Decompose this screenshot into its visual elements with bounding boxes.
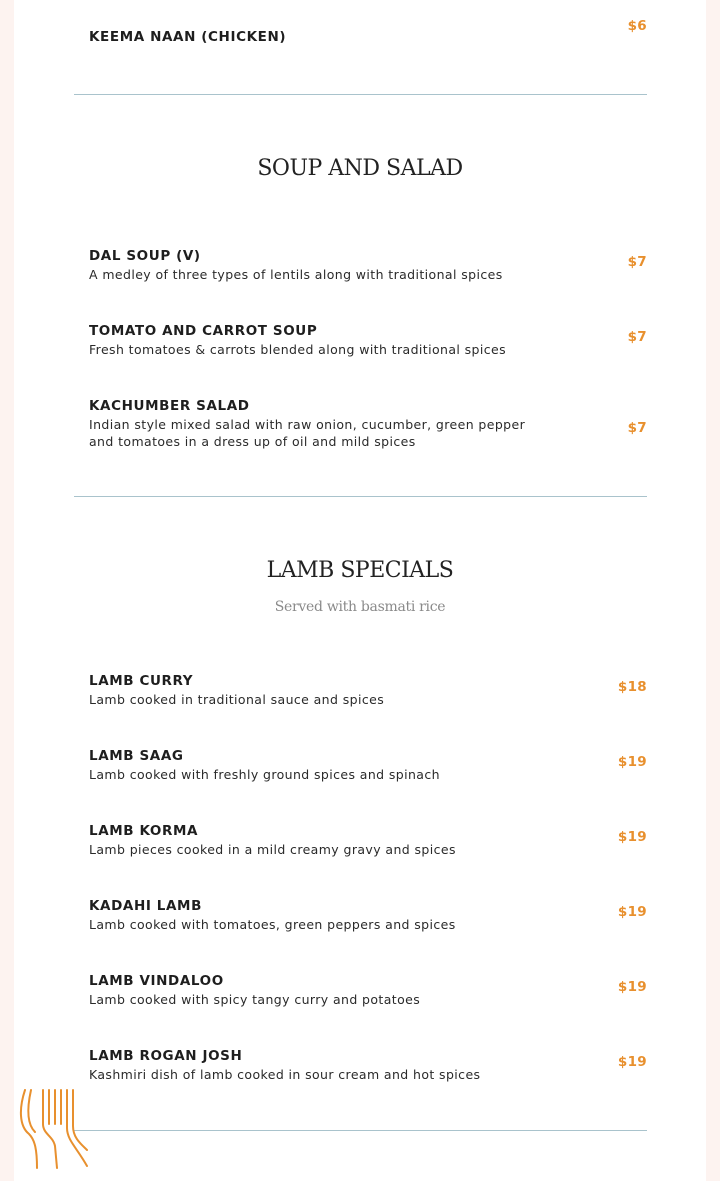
item-description: Lamb cooked with spicy tangy curry and potatoes [89, 992, 421, 1007]
item-price: $6 [627, 18, 647, 34]
menu-page [14, 0, 706, 1181]
item-price: $19 [617, 904, 647, 920]
menu-item-lamb-curry [89, 672, 647, 708]
item-name: LAMB VINDALOO [89, 973, 224, 989]
item-name: TOMATO AND CARROT SOUP [89, 323, 318, 339]
item-name: KEEMA NAAN (CHICKEN) [89, 29, 287, 45]
item-name: LAMB KORMA [89, 823, 199, 839]
item-price: $19 [617, 829, 647, 845]
item-price: $7 [627, 254, 647, 270]
item-price: $19 [617, 1054, 647, 1070]
section-divider [74, 496, 647, 497]
section-divider [74, 1130, 647, 1131]
menu-item-lamb-saag [89, 747, 647, 783]
menu-item-lamb-rogan-josh [89, 1047, 647, 1083]
menu-item-tomato-carrot-soup [89, 322, 647, 358]
item-description: Fresh tomatoes & carrots blended along with traditional spices [89, 342, 507, 357]
section-subtitle: Served with basmati rice [274, 599, 446, 615]
item-description: Indian style mixed salad with raw onion, cucumber, green pepper and tomatoes in a dress up of oil and mild spices [89, 417, 526, 449]
item-description: Lamb cooked with freshly ground spices and spinach [89, 767, 440, 782]
menu-item-kadahi-lamb [89, 897, 647, 933]
item-price: $19 [617, 979, 647, 995]
section-title-lamb-specials: LAMB SPECIALS [266, 558, 454, 583]
item-price: $18 [617, 679, 647, 695]
section-divider [74, 94, 647, 95]
item-name: KACHUMBER SALAD [89, 398, 250, 414]
item-description: Lamb cooked with tomatoes, green peppers and spices [89, 917, 456, 932]
item-price: $7 [627, 420, 647, 436]
item-price: $7 [627, 329, 647, 345]
menu-item-kachumber-salad [89, 397, 647, 450]
item-description: A medley of three types of lentils along with traditional spices [89, 267, 503, 282]
item-name: KADAHI LAMB [89, 898, 202, 914]
section-title-soup-salad: SOUP AND SALAD [257, 156, 463, 181]
item-price: $19 [617, 754, 647, 770]
item-description: Lamb pieces cooked in a mild creamy gravy and spices [89, 842, 456, 857]
item-name: LAMB CURRY [89, 673, 194, 689]
menu-item-keema-naan [89, 18, 647, 47]
item-name: LAMB ROGAN JOSH [89, 1048, 243, 1064]
item-description: Kashmiri dish of lamb cooked in sour cream and hot spices [89, 1067, 481, 1082]
menu-item-dal-soup [89, 247, 647, 283]
item-description: Lamb cooked in traditional sauce and spices [89, 692, 385, 707]
menu-item-lamb-korma [89, 822, 647, 858]
item-name: DAL SOUP (V) [89, 248, 201, 264]
item-name: LAMB SAAG [89, 748, 184, 764]
menu-item-lamb-vindaloo [89, 972, 647, 1008]
fork-icon [17, 1088, 89, 1170]
